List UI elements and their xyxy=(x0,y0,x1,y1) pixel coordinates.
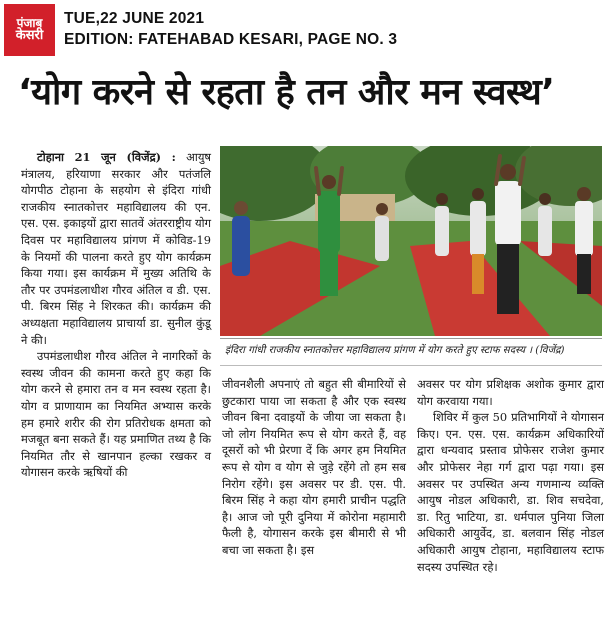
article-paragraph-5: शिविर में कुल 50 प्रतिभागियों ने योगासन किए। एन. एस. एस. कार्यक्रम अधिकारियों द्वारा धन्यवाद प्रस्ताव प्रोफेसर राजेश कुमार और प्रोफेसर नेहा गर्ग द्वारा पढ़ा गया। इस अवसर पर उपस्थित अन्य गणमान्य व्यक्ति आयुष नोडल अधिकारी, डा. शिव सचदेवा, डा. रितु भाटिया, डा. धर्मपाल पुनिया जिला अधिकारी आयुर्वेद, डा. बलवान सिंह नोडल अधिकारी आयुष टोहाना, महाविद्यालय स्टाफ सदस्य उपस्थित रहे। xyxy=(417,410,604,574)
punjab-kesari-logo xyxy=(4,4,55,56)
photo-caption: इंदिरा गांधी राजकीय स्नातकोत्तर महाविद्यालय प्रांगण में योग करते हुए स्टाफ सदस्य । (विजेंद्र) xyxy=(225,345,565,356)
article-paragraph-1: आयुष मंत्रालय, हरियाणा सरकार और पतंजलि योगपीठ टोहाना के सहयोग से इंदिरा गांधी राजकीय स्नातकोत्तर महाविद्यालय की एन. एस. एस. इकाइयों द्वारा सातवें अंतरराष्ट्रीय योग दिवस पर महाविद्यालय प्रांगण में कोविड-19 के नियमों की पालना करते हुए योग कार्यक्रम किया गया। इस कार्यक्रम में मुख्य अतिथि के तौर पर उपमंडलाधीश गौरव अंतिल व डी. एस. पी. बिरम सिंह ने शिरकत की। कार्यक्रम की अध्यक्षता महाविद्यालय प्राचार्या डा. सुनील कुंडू ने की। xyxy=(21,150,212,347)
photo-divider xyxy=(220,338,602,339)
edition-header xyxy=(64,8,397,50)
article-paragraph-2: उपमंडलाधीश गौरव अंतिल ने नागरिकों के स्वस्थ जीवन की कामना करते हुए कहा कि योग करने से हमारा तन व मन स्वस्थ रहता है। योग व प्राणायाम का नियमित अभ्यास करके हम हमारे शरीर की रोग प्रतिरोधक क्षमता को मजबूत बना सकते हैं। यह प्रमाणित तथ्य है कि नियमित तौर से खानपान हल्का रखकर व योगासन करके ऋषियों की xyxy=(21,349,211,480)
article-dateline: टोहाना 21 जून (विजेंद्र) : xyxy=(37,150,176,164)
logo-line-1: पंजाब xyxy=(16,15,43,30)
article-paragraph-4: अवसर पर योग प्रशिक्षक अशोक कुमार द्वारा योग करवाया गया। xyxy=(417,377,604,408)
yoga-photo-illustration xyxy=(220,146,602,336)
article-paragraph-3: जीवनशैली अपनाएं तो बहुत सी बीमारियों से छुटकारा पाया जा सकता है और एक स्वस्थ जीवन बिना दवाइयों के जीया जा सकता है। जो लोग नियमित रूप से योग करते हैं, वह दूसरों को भी प्रेरणा दें कि अगर हम नियमित रूप से योग व योग से जुड़े रहेंगे तो हम सब निरोग रहेंगे। इस अवसर पर डी. एस. पी. बिरम सिंह ने कहा योग हमारी प्राचीन पद्धति है। आज जो पूरी दुनिया में कोरोना महामारी फैली है, योगासन करके इस बीमारी से भी बचा जा सकता है। इस xyxy=(222,377,406,557)
article-column-1 xyxy=(21,149,211,481)
edition-info: EDITION: FATEHABAD KESARI, PAGE NO. 3 xyxy=(64,31,398,48)
caption-divider xyxy=(220,365,602,366)
article-column-2 xyxy=(222,376,406,559)
publication-date: TUE,22 JUNE 2021 xyxy=(64,10,205,27)
logo-line-2: केसरी xyxy=(15,28,44,44)
yoga-event-photo xyxy=(220,146,602,336)
article-headline: ‘योग करने से रहता है तन और मन स्वस्थ’ xyxy=(18,72,555,113)
article-column-3 xyxy=(417,376,604,575)
